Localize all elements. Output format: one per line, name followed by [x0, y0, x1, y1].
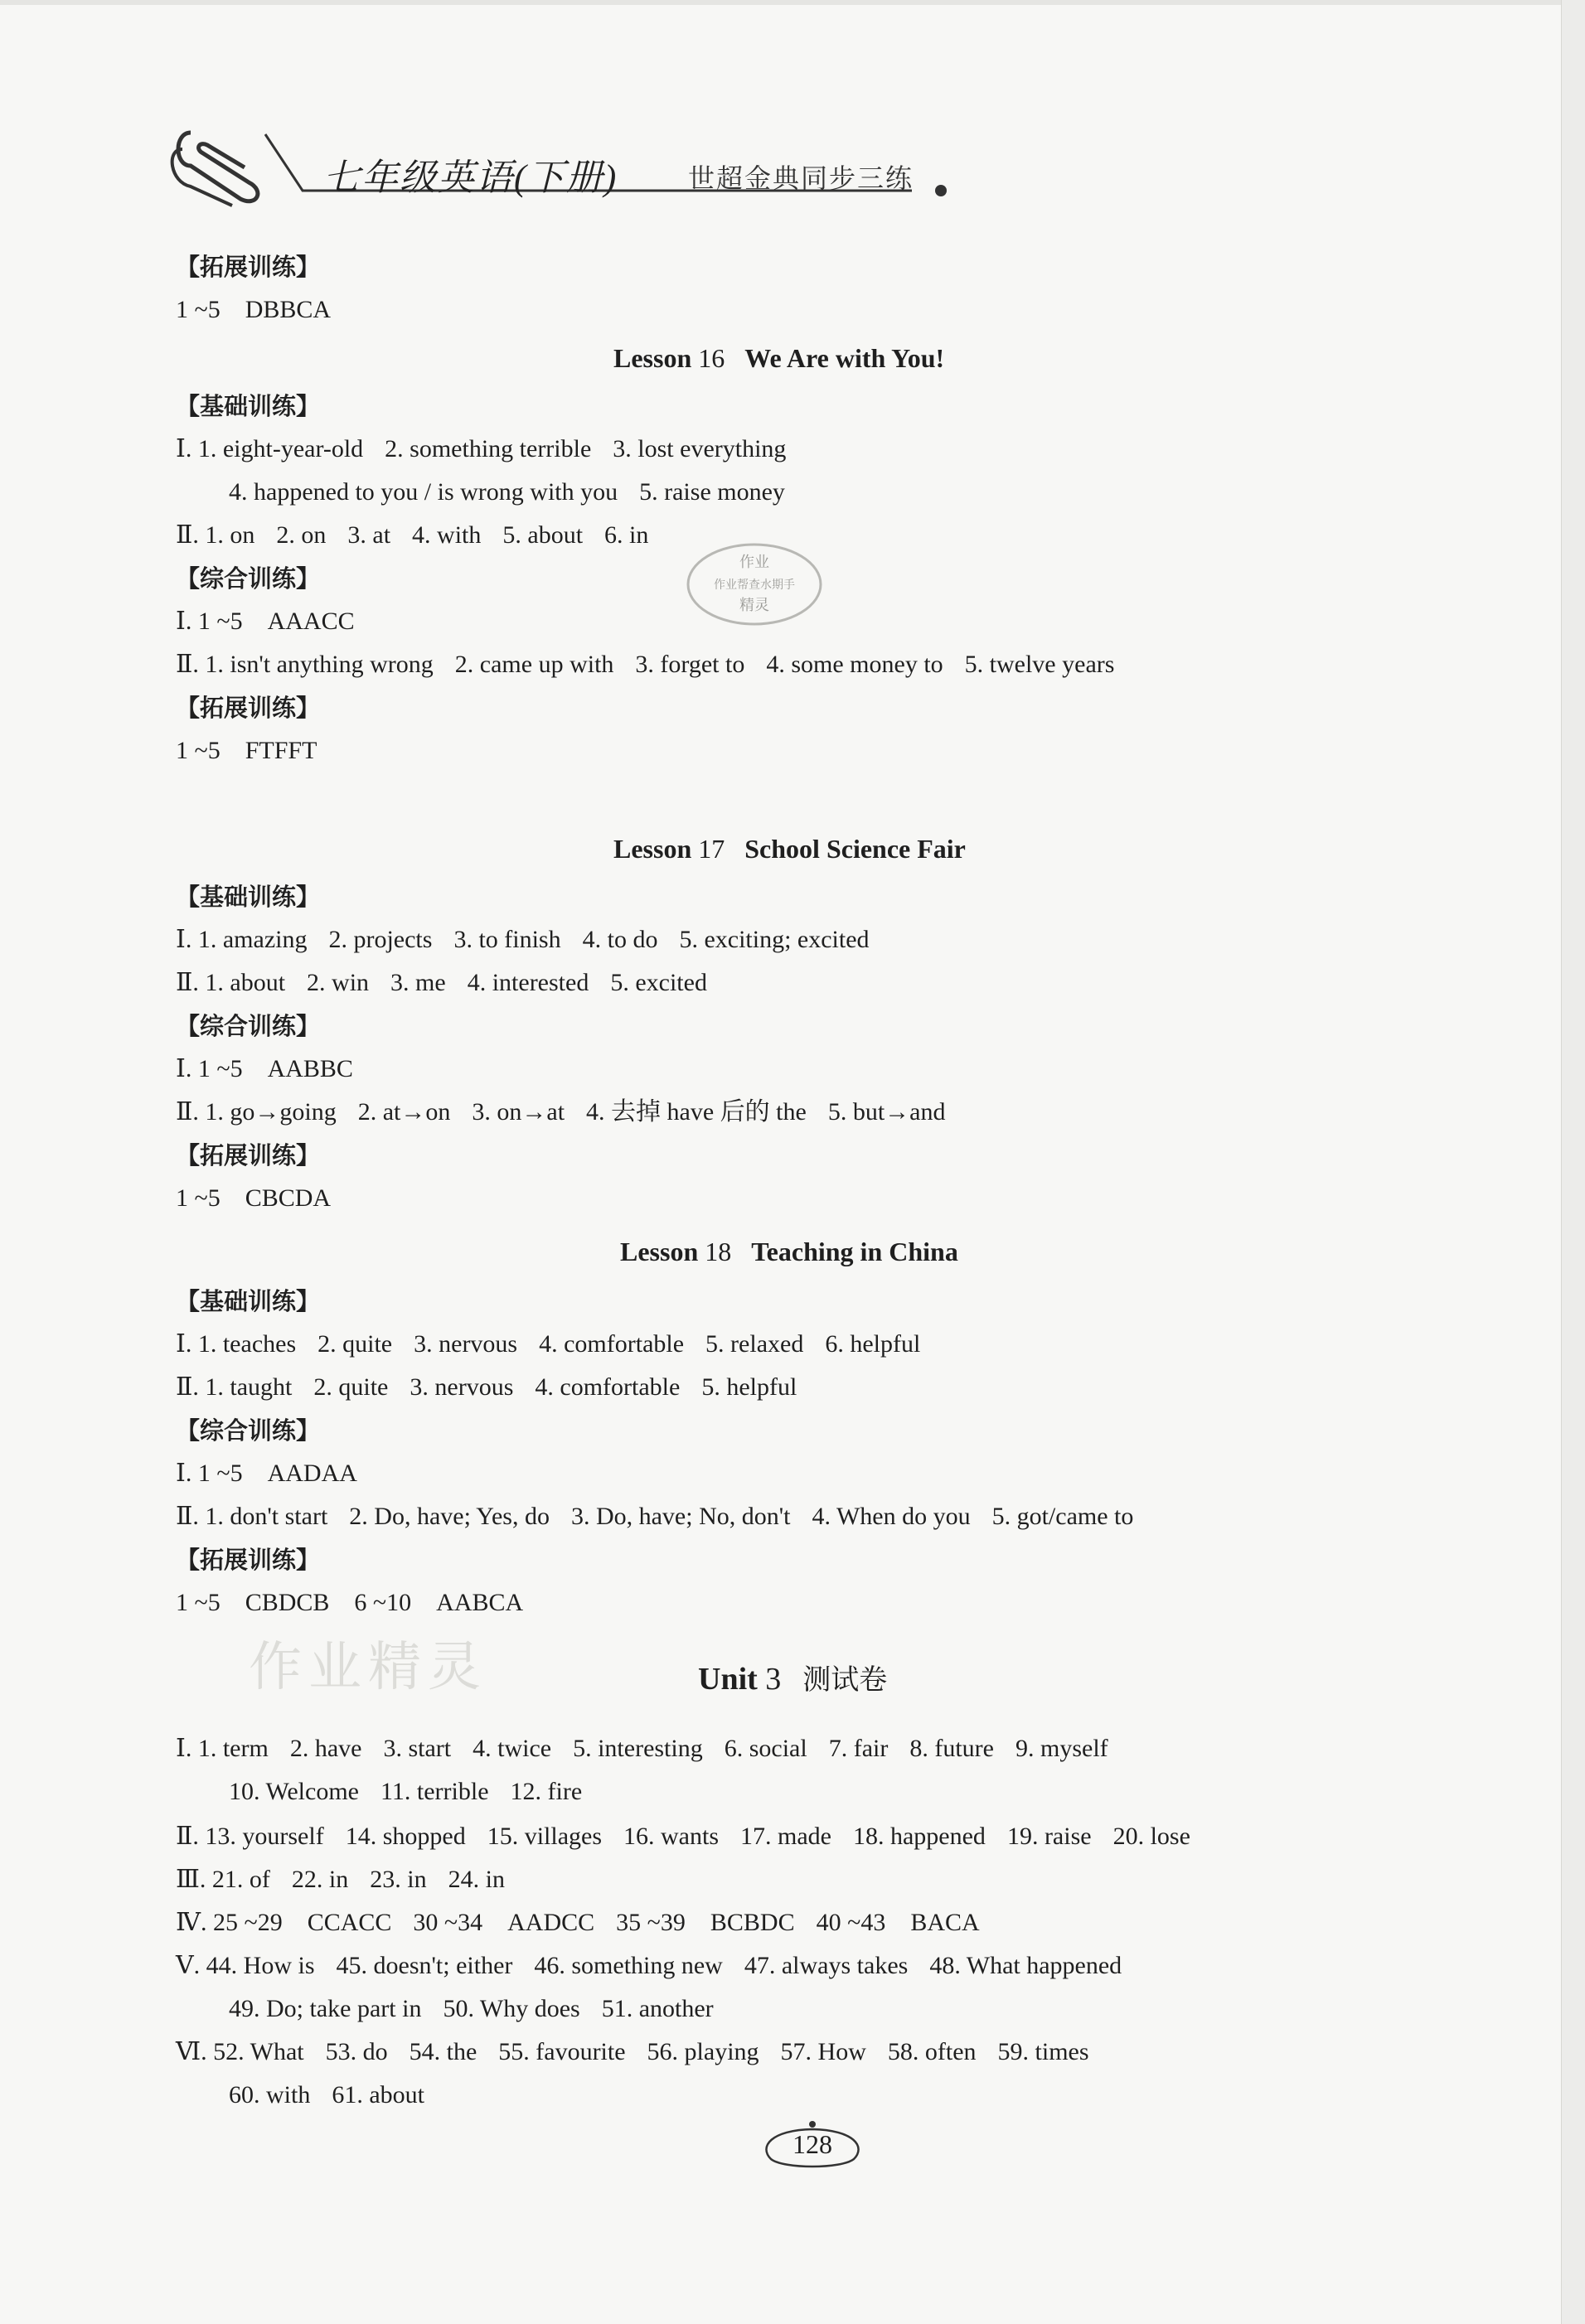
answer-line: 49. Do; take part in 50. Why does 51. another [229, 1995, 714, 2022]
page-number: 128 [792, 2129, 832, 2159]
section-heading-extension: 【拓展训练】 [176, 253, 321, 281]
stamp-text-bottom: 精灵 [739, 597, 769, 614]
answer-line: 1 ~5 FTFFT [176, 737, 317, 764]
answer-line: Ⅱ. 1. about 2. win 3. me 4. interested 5. excited [176, 969, 707, 996]
homework-seal-stamp [676, 539, 833, 630]
section-heading-extension: 【拓展训练】 [176, 1546, 321, 1574]
answer-line: Ⅱ. 13. yourself 14. shopped 15. villages 16. wants 17. made 18. happened 19. raise 20. lose [176, 1823, 1190, 1850]
section-heading-extension: 【拓展训练】 [176, 694, 321, 722]
answer-line: Ⅰ. 1 ~5 AADAA [176, 1460, 357, 1487]
page-number-badge [754, 2118, 870, 2176]
answer-line: Ⅰ. 1 ~5 AAACC [176, 608, 355, 635]
answer-line: 60. with 61. about [229, 2081, 424, 2109]
unit-3-test-title: Unit 3 测试卷 [698, 1662, 888, 1697]
answer-line: Ⅳ. 25 ~29 CCACC 30 ~34 AADCC 35 ~39 BCBDC 40 ~43 BACA [176, 1909, 980, 1936]
answer-line: Ⅱ. 1. on 2. on 3. at 4. with 5. about 6. in [176, 521, 649, 549]
stamp-text-top: 作业 [739, 554, 769, 571]
answer-line: Ⅵ. 52. What 53. do 54. the 55. favourite 56. playing 57. How 58. often 59. times [176, 2038, 1089, 2065]
header-title: 七年级英语(下册) [323, 157, 618, 198]
section-heading-comprehensive: 【综合训练】 [176, 564, 321, 593]
answer-line: 1 ~5 DBBCA [176, 296, 332, 323]
section-heading-basic: 【基础训练】 [176, 883, 321, 911]
page-edge-shadow [1561, 0, 1585, 2324]
answer-line: Ⅴ. 44. How is 45. doesn't; either 46. something new 47. always takes 48. What happened [176, 1952, 1122, 1979]
answer-line: Ⅱ. 1. taught 2. quite 3. nervous 4. comfortable 5. helpful [176, 1373, 797, 1401]
answer-line: Ⅲ. 21. of 22. in 23. in 24. in [176, 1866, 505, 1893]
page-header [166, 116, 962, 207]
answer-line: Ⅰ. 1. amazing 2. projects 3. to finish 4. to do 5. exciting; excited [176, 926, 870, 953]
answer-line: Ⅰ. 1. teaches 2. quite 3. nervous 4. comfortable 5. relaxed 6. helpful [176, 1330, 921, 1358]
answer-line: Ⅱ. 1. go→going 2. at→on 3. on→at 4. 去掉 have 后的 the 5. but→and [176, 1098, 946, 1126]
lesson-16-title: Lesson 16 We Are with You! [613, 343, 945, 373]
answer-line: Ⅱ. 1. don't start 2. Do, have; Yes, do 3. Do, have; No, don't 4. When do you 5. got/came to [176, 1503, 1134, 1530]
watermark-text: 作业精灵 [249, 1637, 487, 1698]
answer-line: 1 ~5 CBDCB 6 ~10 AABCA [176, 1589, 524, 1616]
answer-line: Ⅱ. 1. isn't anything wrong 2. came up with 3. forget to 4. some money to 5. twelve years [176, 651, 1115, 678]
section-heading-basic: 【基础训练】 [176, 392, 321, 420]
top-edge [0, 0, 1585, 5]
header-subtitle: 世超金典同步三练 [688, 163, 914, 193]
answer-line: 1 ~5 CBCDA [176, 1184, 332, 1212]
section-heading-comprehensive: 【综合训练】 [176, 1012, 321, 1040]
answer-line: 4. happened to you / is wrong with you 5. raise money [229, 478, 785, 506]
answer-line: Ⅰ. 1. eight-year-old 2. something terrible 3. lost everything [176, 435, 787, 462]
section-heading-comprehensive: 【综合训练】 [176, 1416, 321, 1445]
answer-line: Ⅰ. 1. term 2. have 3. start 4. twice 5. interesting 6. social 7. fair 8. future 9. myself [176, 1735, 1108, 1762]
answer-line: 10. Welcome 11. terrible 12. fire [229, 1778, 583, 1805]
lesson-18-title: Lesson 18 Teaching in China [620, 1237, 958, 1266]
stamp-text-middle: 作业帮查水期手 [714, 579, 795, 592]
section-heading-basic: 【基础训练】 [176, 1287, 321, 1315]
answer-line: Ⅰ. 1 ~5 AABBC [176, 1055, 353, 1082]
lesson-17-title: Lesson 17 School Science Fair [613, 834, 966, 864]
section-heading-extension: 【拓展训练】 [176, 1141, 321, 1169]
